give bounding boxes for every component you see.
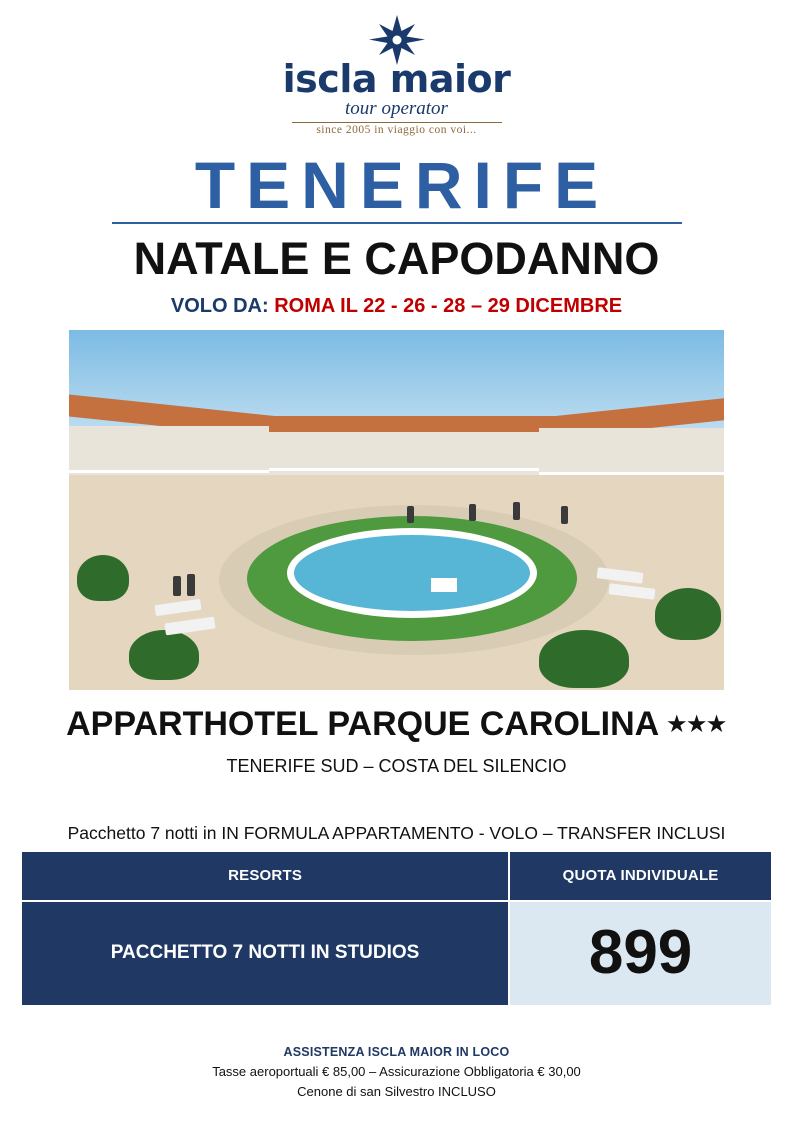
logo-tagline: tour operator	[345, 98, 448, 119]
table-header-row	[21, 851, 772, 901]
package-description: Pacchetto 7 notti in IN FORMULA APPARTAMENTO - VOLO – TRANSFER INCLUSI	[67, 822, 726, 843]
photo-person-6	[561, 506, 568, 524]
logo-name: iscla maior	[282, 57, 511, 101]
flight-info	[0, 295, 793, 318]
brand-logo	[0, 0, 793, 137]
logo-since: since 2005 in viaggio con voi...	[316, 124, 477, 136]
hotel-title	[0, 706, 793, 743]
subtitle-occasion: NATALE E CAPODANNO	[133, 232, 660, 284]
photo-pool	[287, 528, 537, 618]
hotel-stars: ★★★	[667, 713, 727, 737]
cell-price: 899	[509, 901, 772, 1006]
photo-plant-2	[129, 630, 199, 680]
table-row	[21, 901, 772, 1006]
hotel-name-text: APPARTHOTEL PARQUE CAROLINA	[66, 705, 658, 744]
cell-resort-name: PACCHETTO 7 NOTTI IN STUDIOS	[21, 901, 509, 1006]
flight-details: ROMA IL 22 - 26 - 28 – 29 DICEMBRE	[274, 295, 623, 318]
photo-balcony-line-l1	[69, 470, 289, 473]
title-underline	[112, 222, 682, 224]
photo-balcony-line-c1	[269, 468, 559, 471]
footer-line-3: Cenone di san Silvestro INCLUSO	[297, 1084, 496, 1100]
photo-pool-ladder	[431, 578, 457, 592]
column-header-resorts: RESORTS	[21, 851, 509, 901]
hotel-photo	[69, 330, 724, 690]
photo-plant-1	[77, 555, 129, 601]
photo-plant-3	[539, 630, 629, 688]
footer-line-1: ASSISTENZA ISCLA MAIOR IN LOCO	[283, 1044, 510, 1059]
column-header-quota: QUOTA INDIVIDUALE	[509, 851, 772, 901]
footer-line-2: Tasse aeroportuali € 85,00 – Assicurazione Obbligatoria € 30,00	[212, 1064, 581, 1080]
photo-person-5	[513, 502, 520, 520]
hotel-location: TENERIFE SUD – COSTA DEL SILENCIO	[226, 755, 567, 776]
photo-person-1	[173, 576, 181, 596]
logo-divider	[292, 122, 502, 123]
price-table	[20, 850, 773, 1007]
page-title: TENERIFE	[194, 147, 610, 222]
footer-notes	[0, 1043, 793, 1103]
photo-person-3	[407, 506, 414, 523]
flight-label: VOLO DA:	[170, 295, 269, 318]
photo-person-4	[469, 504, 476, 521]
photo-person-2	[187, 574, 195, 596]
photo-plant-4	[655, 588, 721, 640]
